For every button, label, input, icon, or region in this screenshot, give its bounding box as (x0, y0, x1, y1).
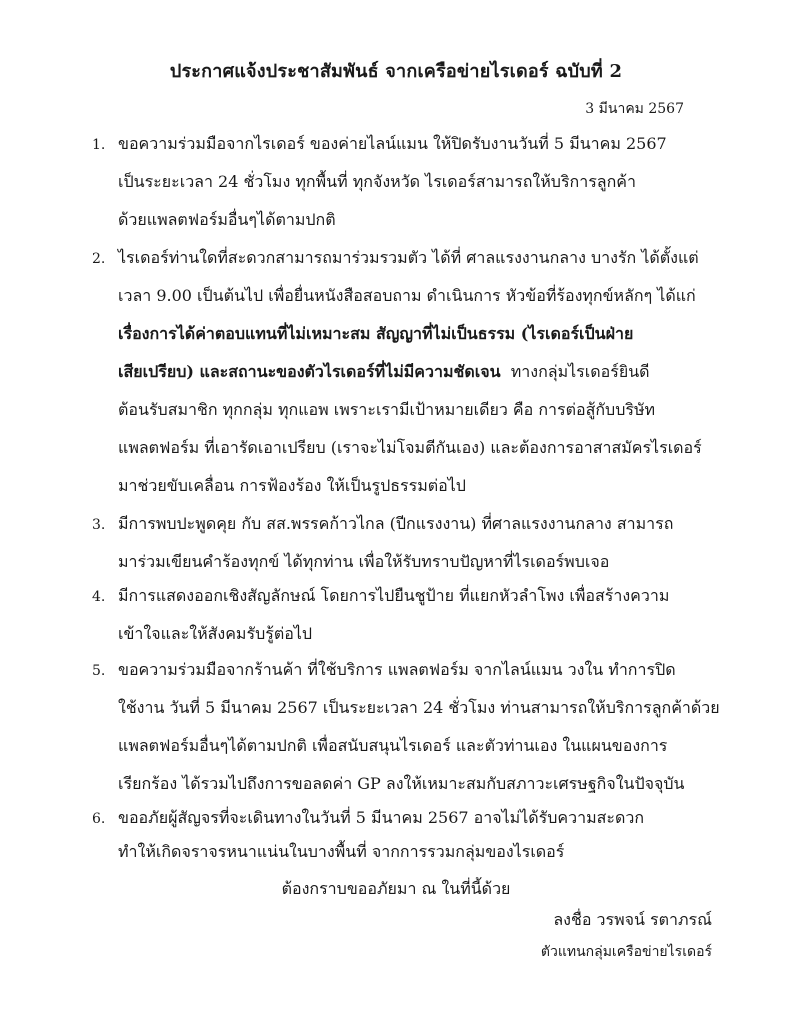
item-number: 6. (92, 811, 106, 827)
closing-statement: ต้องกราบขออภัยมา ณ ในที่นี้ด้วย (281, 879, 511, 898)
item-number: 3. (92, 517, 106, 533)
item-line-bold: เสียเปรียบ) และสถานะของตัวไรเดอร์ที่ไม่มีความชัดเจน (118, 362, 501, 381)
item-line: ไรเดอร์ท่านใดที่สะดวกสามารถมาร่วมรวมตัว ได้ที่ ศาลแรงงานกลาง บางรัก ได้ตั้งแต่ (118, 248, 699, 267)
item-line: เป็นระยะเวลา 24 ชั่วโมง ทุกพื้นที่ ทุกจังหวัด ไรเดอร์สามารถให้บริการลูกค้า (118, 172, 636, 191)
item-line: มาช่วยขับเคลื่อน การฟ้องร้อง ให้เป็นรูปธรรมต่อไป (118, 476, 466, 495)
item-line-tail: ทางกลุ่มไรเดอร์ยินดี (510, 362, 650, 381)
item-line: ใช้งาน วันที่ 5 มีนาคม 2567 เป็นระยะเวลา 24 ชั่วโมง ท่านสามารถให้บริการลูกค้าด้วย (118, 698, 720, 717)
item-line: เรียกร้อง ได้รวมไปถึงการขอลดค่า GP ลงให้เหมาะสมกับสภาวะเศรษฐกิจในปัจจุบัน (118, 774, 685, 793)
item-line: มีการแสดงออกเชิงสัญลักษณ์ โดยการไปยืนชูป้าย ที่แยกหัวลำโพง เพื่อสร้างความ (118, 586, 670, 605)
item-line: เวลา 9.00 เป็นต้นไป เพื่อยื่นหนังสือสอบถาม ดำเนินการ หัวข้อที่ร้องทุกข์หลักๆ ได้แก่ (118, 286, 696, 305)
item-line-mixed (118, 362, 650, 382)
item-number: 5. (92, 663, 106, 679)
item-line: มาร่วมเขียนคำร้องทุกข์ ได้ทุกท่าน เพื่อให้รับทราบปัญหาที่ไรเดอร์พบเจอ (118, 552, 610, 571)
item-line: ต้อนรับสมาชิก ทุกกลุ่ม ทุกแอพ เพราะเรามีเป้าหมายเดียว คือ การต่อสู้กับบริษัท (118, 400, 656, 419)
item-line: ด้วยแพลตฟอร์มอื่นๆได้ตามปกติ (118, 210, 336, 229)
document-date: 3 มีนาคม 2567 (585, 101, 684, 117)
item-number: 4. (92, 589, 106, 605)
item-line: มีการพบปะพูดคุย กับ สส.พรรคก้าวไกล (ปีกแรงงาน) ที่ศาลแรงงานกลาง สามารถ (118, 514, 674, 533)
item-line-bold: เรื่องการได้ค่าตอบแทนที่ไม่เหมาะสม สัญญาที่ไม่เป็นธรรม (ไรเดอร์เป็นฝ่าย (118, 324, 634, 343)
item-line: แพลตฟอร์มอื่นๆได้ตามปกติ เพื่อสนับสนุนไรเดอร์ และตัวท่านเอง ในแผนของการ (118, 736, 668, 755)
item-line: ขออภัยผู้สัญจรที่จะเดินทางในวันที่ 5 มีนาคม 2567 อาจไม่ได้รับความสะดวก (118, 808, 645, 827)
item-number: 1. (92, 137, 106, 153)
item-line: ขอความร่วมมือจากร้านค้า ที่ใช้บริการ แพลตฟอร์ม จากไลน์แมน วงใน ทำการปิด (118, 660, 676, 679)
item-line: ทำให้เกิดจราจรหนาแน่นในบางพื้นที่ จากการรวมกลุ่มของไรเดอร์ (118, 842, 565, 861)
item-line: ขอความร่วมมือจากไรเดอร์ ของค่ายไลน์แมน ให้ปิดรับงานวันที่ 5 มีนาคม 2567 (118, 134, 667, 153)
document-title: ประกาศแจ้งประชาสัมพันธ์ จากเครือข่ายไรเดอร์ ฉบับที่ 2 (169, 61, 623, 82)
item-number: 2. (92, 251, 106, 267)
item-line: เข้าใจและให้สังคมรับรู้ต่อไป (118, 624, 313, 643)
signature: ลงชื่อ วรพจน์ รตาภรณ์ (553, 910, 712, 929)
signer-role: ตัวแทนกลุ่มเครือข่ายไรเดอร์ (540, 944, 712, 960)
item-line: แพลตฟอร์ม ที่เอารัดเอาเปรียบ (เราจะไม่โจมตีกันเอง) และต้องการอาสาสมัครไรเดอร์ (118, 438, 702, 457)
